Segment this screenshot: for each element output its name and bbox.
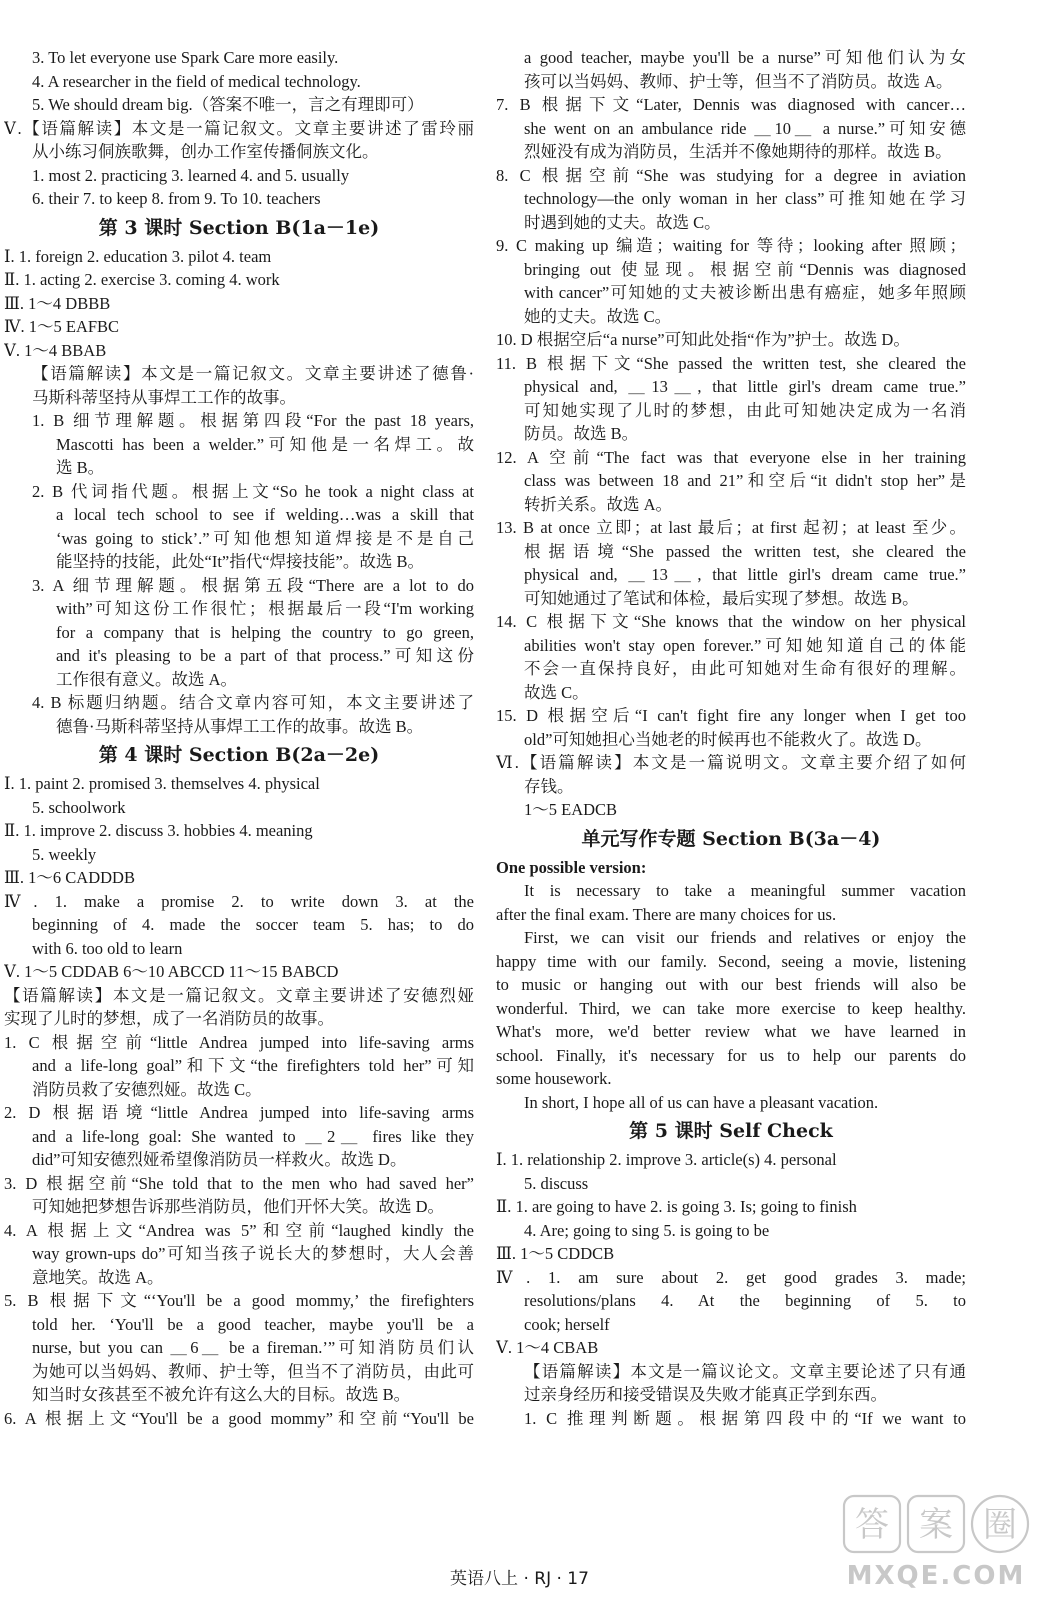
text-line: and it's pleasing to be a part of that process.”可知这份 — [56, 646, 474, 665]
text-line: It is necessary to take a meaningful summer vacation — [524, 881, 966, 900]
text-line: 她的丈夫。故选 C。 — [524, 306, 672, 326]
text-line: Ⅱ. 1. are going to have 2. is going 3. Is; going to finish — [496, 1197, 857, 1216]
section-heading: 第 5 课时 Self Check — [629, 1120, 833, 1142]
text-line: some housework. — [496, 1069, 612, 1088]
text-line: Ⅰ. 1. paint 2. promised 3. themselves 4. physical — [4, 774, 320, 793]
page-footer: 英语八上 · RJ · 17 — [450, 1569, 589, 1589]
text-line: to music or hanging out with our best friends will also be — [496, 975, 966, 994]
text-line: 1. C 推理判断题。根据第四段中的“If we want to — [524, 1408, 966, 1428]
section-heading: 第 4 课时 Section B(2a－2e) — [98, 744, 380, 766]
text-line: 【语篇解读】本文是一篇议论文。文章主要论述了只有通 — [524, 1361, 966, 1381]
text-line: 13. B at once 立即；at last 最后；at first 起初；at least 至少。 — [496, 518, 966, 537]
text-line: resolutions/plans 4. At the beginning of 5. to — [524, 1291, 966, 1310]
text-line: 12. A 空前“The fact was that everyone else in her training — [496, 447, 966, 467]
text-line: 选 B。 — [56, 458, 105, 477]
section-heading: 单元写作专题 Section B(3a－4) — [581, 827, 881, 850]
text-line: 4. B 标题归纳题。结合文章内容可知，本文主要讲述了 — [32, 693, 474, 712]
text-line: Ⅳ. 1. am sure about 2. get good grades 3. made; — [496, 1267, 966, 1287]
text-line: and a life-long goal: She wanted to ＿2＿ fires like they — [32, 1126, 474, 1146]
text-line: First, we can visit our friends and relatives or enjoy the — [524, 928, 966, 947]
text-line: Ⅲ. 1～6 CADDDB — [4, 868, 135, 887]
text-line: Ⅰ. 1. foreign 2. education 3. pilot 4. team — [4, 246, 272, 266]
text-line: 孩可以当妈妈、教师、护士等，但当不了消防员。故选 A。 — [524, 71, 953, 91]
text-line: class was between 18 and 21”和空后“it didn't stop her”是 — [524, 471, 966, 490]
text-line: Ⅰ. 1. relationship 2. improve 3. article(s) 4. personal — [496, 1150, 837, 1169]
text-line: for a company that is helping the country to go green, — [56, 622, 474, 642]
text-line: 10. D 根据空后“a nurse”可知此处指“作为”护士。故选 D。 — [496, 330, 910, 349]
svg-text:答: 答 — [855, 1505, 889, 1545]
text-line: 14. C 根据下文“She knows that the window on her physical — [496, 612, 966, 631]
text-line: did”可知安德烈娅希望像消防员一样救火。故选 D。 — [32, 1150, 407, 1169]
text-line: Ⅴ. 1～4 CBAB — [496, 1338, 599, 1357]
text-line: she went on an ambulance ride ＿10＿ a nurse.”可知安德 — [524, 118, 966, 138]
text-line: 1. C 根据空前“little Andrea jumped into life-saving arms — [4, 1032, 474, 1052]
text-line: 不会一直保持良好，由此可知她对生命有很好的理解。 — [524, 659, 966, 678]
text-line: 可知她通过了笔试和体检，最后实现了梦想。故选 B。 — [524, 588, 919, 608]
text-line: 9. C making up 编造；waiting for 等待；looking after 照顾； — [496, 236, 966, 255]
text-line: 马斯科蒂坚持从事焊工工作的故事。 — [32, 387, 296, 407]
text-line: a good teacher, maybe you'll be a nurse”可知他们认为女 — [524, 48, 966, 67]
text-line: 11. B 根据下文“She passed the written test, she cleared the — [496, 353, 966, 373]
text-line: One possible version: — [496, 857, 647, 877]
text-line: Ⅴ. 1～5 CDDAB 6～10 ABCCD 11～15 BABCD — [4, 962, 339, 981]
text-line: 5. B 根据下文“‘You'll be a good mommy,’ the firefighters — [4, 1291, 474, 1310]
text-line: a local tech school to see if welding…was a skill that — [56, 505, 474, 524]
text-line: ‘was going to stick’.”可知他想知道焊接是不是自己 — [56, 528, 474, 548]
text-line: 存钱。 — [524, 776, 574, 796]
text-line: nurse, but you can ＿6＿ be a fireman.’”可知消防员们认 — [32, 1338, 474, 1357]
text-line: happy time with our family. Second, seeing a movie, listening — [496, 951, 966, 971]
text-line: 5. discuss — [524, 1173, 589, 1193]
text-line: 7. B 根据下文“Later, Dennis was diagnosed with cancer… — [496, 95, 966, 114]
text-line: 4. A researcher in the field of medical technology. — [32, 71, 361, 91]
text-line: 故选 C。 — [524, 682, 589, 702]
right-column — [496, 46, 966, 1430]
text-line: Ⅱ. 1. acting 2. exercise 3. coming 4. work — [4, 270, 280, 289]
text-line: 知当时女孩甚至不被允许有这么大的目标。故选 B。 — [32, 1385, 411, 1404]
text-line: wonderful. Third, we can take more exercise to keep healthy. — [496, 998, 966, 1018]
text-line: 5. schoolwork — [32, 797, 126, 817]
text-line: 德鲁·马斯科蒂坚持从事焊工工作的故事。故选 B。 — [56, 716, 424, 736]
text-line: Ⅴ.【语篇解读】本文是一篇记叙文。文章主要讲述了雷玲丽 — [4, 118, 474, 138]
text-line: Ⅳ. 1～5 EAFBC — [4, 317, 120, 336]
text-line: 3. D 根据空前“She told that to the men who had saved her” — [4, 1173, 474, 1193]
text-line: 意地笑。故选 A。 — [32, 1267, 164, 1287]
text-line: abilities won't stay open forever.”可知她知道自己的体能 — [524, 635, 966, 655]
text-line: 4. Are; going to sing 5. is going to be — [524, 1220, 770, 1240]
text-line: 能坚持的技能，此处“It”指代“焊接技能”。故选 B。 — [56, 552, 425, 571]
text-line: What's more, we'd better review what we have learned in — [496, 1022, 966, 1041]
svg-text:MXQE.COM: MXQE.COM — [846, 1561, 1026, 1591]
text-line: old”可知她担心当她老的时候再也不能救火了。故选 D。 — [524, 729, 932, 749]
text-line: 3. To let everyone use Spark Care more easily. — [32, 48, 339, 67]
text-line: 3. A 细节理解题。根据第五段“There are a lot to do — [32, 575, 474, 595]
text-line: 2. B 代词指代题。根据上文“So he took a night class at — [32, 481, 474, 501]
text-line: 【语篇解读】本文是一篇记叙文。文章主要讲述了德鲁· — [32, 364, 474, 383]
text-line: after the final exam. There are many choices for us. — [496, 904, 837, 924]
text-line: 8. C 根据空前“She was studying for a degree in aviation — [496, 165, 966, 185]
text-line: 6. their 7. to keep 8. from 9. To 10. teachers — [32, 189, 321, 208]
text-line: 5. We should dream big.（答案不唯一，言之有理即可） — [32, 95, 424, 114]
text-line: 转折关系。故选 A。 — [524, 494, 673, 514]
text-line: 1～5 EADCB — [524, 800, 618, 819]
text-line: 工作很有意义。故选 A。 — [56, 669, 238, 689]
text-line: 消防员救了安德烈娅。故选 C。 — [32, 1079, 262, 1099]
text-line: Ⅵ.【语篇解读】本文是一篇说明文。文章主要介绍了如何 — [496, 753, 966, 772]
text-line: In short, I hope all of us can have a pleasant vacation. — [524, 1092, 879, 1112]
text-line: with 6. too old to learn — [32, 938, 183, 958]
text-line: technology—the only woman in her class”可推知她在学习 — [524, 189, 966, 208]
text-line: with cancer”可知她的丈夫被诊断出患有癌症，她多年照顾 — [524, 283, 966, 302]
text-line: 烈娅没有成为消防员，生活并不像她期待的那样。故选 B。 — [524, 142, 952, 161]
text-line: told her. ‘You'll be a good teacher, maybe you'll be a — [32, 1314, 474, 1334]
text-line: and a life-long goal”和下文“the firefighters told her”可知 — [32, 1056, 474, 1075]
text-line: 1. most 2. practicing 3. learned 4. and 5. usually — [32, 165, 350, 185]
text-line: bringing out 使显现。根据空前“Dennis was diagnosed — [524, 259, 966, 279]
text-line: 为她可以当妈妈、教师、护士等，但当不了消防员，由此可 — [32, 1361, 474, 1381]
text-line: Ⅱ. 1. improve 2. discuss 3. hobbies 4. meaning — [4, 821, 313, 840]
text-line: 可知她把梦想告诉那些消防员，他们开怀大笑。故选 D。 — [32, 1197, 445, 1216]
text-line: 2. D 根据语境“little Andrea jumped into life-saving arms — [4, 1103, 474, 1122]
text-line: 1. B 细节理解题。根据第四段“For the past 18 years, — [32, 411, 474, 430]
text-line: 6. A 根据上文“You'll be a good mommy”和空前“You'll be — [4, 1408, 474, 1428]
text-line: cook; herself — [524, 1314, 610, 1334]
svg-text:圈: 圈 — [983, 1505, 1017, 1545]
left-column — [4, 46, 474, 1430]
text-line: 过亲身经历和接受错误及失败才能真正学到东西。 — [524, 1385, 887, 1404]
text-line: 时遇到她的丈夫。故选 C。 — [524, 212, 721, 232]
text-line: school. Finally, it's necessary for us to help our parents do — [496, 1045, 966, 1065]
text-line: 实现了儿时的梦想，成了一名消防员的故事。 — [4, 1009, 334, 1028]
text-line: beginning of 4. made the soccer team 5. has; to do — [32, 915, 474, 934]
text-line: with”可知这份工作很忙；根据最后一段“I'm working — [56, 599, 474, 618]
section-heading: 第 3 课时 Section B(1a－1e) — [98, 216, 380, 239]
text-line: 从小练习侗族歌舞，创办工作室传播侗族文化。 — [32, 142, 379, 161]
svg-text:案: 案 — [919, 1505, 953, 1545]
watermark-logo — [838, 1488, 1034, 1596]
text-line: Mascotti has been a welder.”可知他是一名焊工。故 — [56, 434, 474, 454]
text-line: 5. weekly — [32, 844, 97, 864]
text-line: way grown-ups do”可知当孩子说长大的梦想时，大人会善 — [32, 1244, 474, 1263]
text-line: Ⅲ. 1～4 DBBB — [4, 293, 111, 313]
text-line: 根据语境“She passed the written test, she cleared the — [524, 541, 966, 561]
text-line: physical and, ＿13＿, that little girl's dream came true.” — [524, 377, 966, 396]
text-line: 【语篇解读】本文是一篇记叙文。文章主要讲述了安德烈娅 — [4, 985, 474, 1005]
text-line: Ⅴ. 1～4 BBAB — [4, 340, 107, 360]
text-line: 可知她实现了儿时的梦想，由此可知她决定成为一名消 — [524, 400, 966, 420]
text-line: 4. A 根据上文“Andrea was 5”和空前“laughed kindly the — [4, 1220, 474, 1240]
text-line: 防员。故选 B。 — [524, 424, 639, 443]
text-line: Ⅳ. 1. make a promise 2. to write down 3. at the — [4, 891, 474, 911]
text-line: 15. D 根据空后“I can't fight fire any longer when I get too — [496, 706, 966, 725]
text-line: Ⅲ. 1～5 CDDCB — [496, 1244, 615, 1263]
text-line: physical and, ＿13＿, that little girl's dream came true.” — [524, 565, 966, 584]
